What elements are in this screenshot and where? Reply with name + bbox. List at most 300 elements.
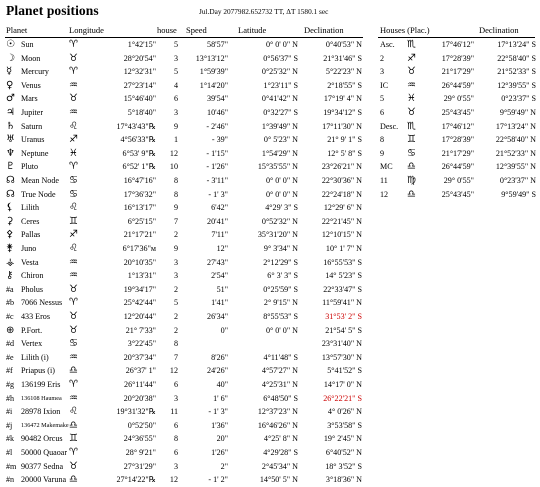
planet-row xyxy=(0,229,540,240)
planet-speed: 13°13'12" xyxy=(195,53,228,63)
planet-longitude: 5°18'40" xyxy=(127,108,156,117)
juno-icon: ⚵ xyxy=(6,243,14,254)
planet-speed: 6'42" xyxy=(211,203,228,213)
house-longitude: 21°17'29" xyxy=(441,148,474,158)
planet-name: Vesta xyxy=(21,257,39,267)
house-declination: 22°58'40" N xyxy=(495,135,536,145)
leo-sign-icon: ♌ xyxy=(69,202,78,214)
planet-latitude: 12°37'23" N xyxy=(257,407,298,417)
planet-speed: 10'46" xyxy=(207,108,228,117)
planet-row xyxy=(0,352,540,363)
vesta-icon: ⚶ xyxy=(6,256,15,268)
house-header-divider xyxy=(378,37,535,38)
planet-speed: 20'41" xyxy=(207,216,228,226)
planet-latitude: 15°35'55" N xyxy=(257,162,298,172)
planet-name: Saturn xyxy=(21,121,43,131)
planet-latitude: 1°39'49" N xyxy=(261,121,298,131)
planet-house: 6 xyxy=(173,380,178,389)
planet-name: 7066 Nessus xyxy=(21,298,63,308)
house-row xyxy=(0,148,540,159)
house-label: 5 xyxy=(380,94,385,104)
aries-sign-icon: ♈ xyxy=(69,39,78,50)
planet-header-divider xyxy=(5,37,363,38)
planet-speed: 1°59'39" xyxy=(199,67,228,77)
planet-speed: 1'26" xyxy=(211,448,228,457)
pisces-sign-icon: ♓ xyxy=(407,93,416,105)
taurus-sign-icon: ♉ xyxy=(69,460,78,472)
cancer-sign-icon: ♋ xyxy=(407,147,416,159)
planet-declination: 26°22'21" S xyxy=(323,393,362,403)
aries-sign-icon: ♈ xyxy=(69,447,78,458)
planet-name: 20000 Varuna xyxy=(21,475,67,485)
planet-name: Mars xyxy=(21,94,38,104)
header-house-declination: Declination xyxy=(479,25,519,35)
planet-declination: 5°22'23" N xyxy=(325,67,362,77)
planet-declination: 21° 9' 1" S xyxy=(327,135,362,145)
planet-longitude: 27°23'14" xyxy=(123,80,156,90)
planet-name: 136472 Makemake xyxy=(21,421,69,429)
cancer-sign-icon: ♋ xyxy=(69,188,78,200)
planet-name: Mercury xyxy=(21,67,49,77)
planet-latitude: 0°32'27" S xyxy=(263,108,298,117)
house-label: IC xyxy=(380,80,389,90)
taurus-sign-icon: ♉ xyxy=(69,52,78,64)
pluto-icon: ♇ xyxy=(6,161,15,173)
sedna-icon: #m xyxy=(6,461,17,471)
planet-row xyxy=(0,474,540,485)
libra-sign-icon: ♎ xyxy=(407,188,416,200)
planet-house: 6 xyxy=(173,420,178,430)
header-planet: Planet xyxy=(6,25,28,35)
mercury-icon: ☿ xyxy=(6,66,13,78)
planet-declination: 3°18'36" N xyxy=(325,475,362,485)
lilith-icon: ⚸ xyxy=(6,202,14,214)
planet-speed: 27'43" xyxy=(207,257,228,267)
venus-icon: ♀ xyxy=(6,79,14,91)
house-declination: 17°13'24" N xyxy=(495,121,536,131)
planet-speed: - 3'11" xyxy=(206,176,228,185)
house-label: 8 xyxy=(380,135,385,145)
sagittarius-sign-icon: ♐ xyxy=(69,134,78,146)
planet-latitude: 16°46'26" N xyxy=(257,420,298,430)
libra-sign-icon: ♎ xyxy=(69,419,78,431)
planet-row xyxy=(0,270,540,281)
planet-row xyxy=(0,365,540,376)
planet-house: 10 xyxy=(169,162,178,172)
makemake-icon: #j xyxy=(6,420,13,430)
planet-speed: - 1' 3" xyxy=(208,189,228,199)
pisces-sign-icon: ♓ xyxy=(69,147,78,159)
libra-sign-icon: ♎ xyxy=(69,365,78,377)
planet-declination: 5°41'52" S xyxy=(327,366,362,376)
cancer-sign-icon: ♋ xyxy=(69,338,78,350)
planet-row xyxy=(0,447,540,458)
planet-latitude: 4°29'28" S xyxy=(263,448,298,457)
planet-speed: 24'26" xyxy=(207,366,228,376)
planet-longitude: 19°31'32"℞ xyxy=(116,407,156,417)
planet-declination: 17°11'30" N xyxy=(322,121,362,131)
planet-name: Uranus xyxy=(21,135,45,145)
planet-longitude: 26°37' 1" xyxy=(125,366,156,376)
house-longitude: 17°46'12" xyxy=(441,40,474,49)
priapus-icon: #f xyxy=(6,366,13,376)
header-houses: Houses (Plac.) xyxy=(380,25,430,35)
planet-house: 7 xyxy=(173,352,178,362)
page-title: Planet positions xyxy=(6,3,99,18)
planet-speed: 7'11" xyxy=(211,230,228,240)
planet-longitude: 25°42'44" xyxy=(123,298,156,308)
planet-longitude: 16°47'16" xyxy=(123,176,156,185)
libra-sign-icon: ♎ xyxy=(407,161,416,173)
planet-declination: 22°21'45" N xyxy=(321,216,362,226)
eris-icon: #g xyxy=(6,380,15,389)
planet-name: Vertex xyxy=(21,339,43,349)
house-longitude: 29° 0'55" xyxy=(443,94,474,104)
house-label: Asc. xyxy=(380,40,395,49)
libra-sign-icon: ♎ xyxy=(69,474,78,486)
house-row xyxy=(0,175,540,186)
planet-longitude: 1°13'31" xyxy=(127,271,156,281)
planet-declination: 0°40'53" N xyxy=(325,40,362,49)
reiho-icon: #i xyxy=(6,407,13,417)
planet-speed: 0" xyxy=(220,325,228,335)
planet-longitude: 19°34'17" xyxy=(123,284,156,294)
house-longitude: 29° 0'55" xyxy=(443,176,474,185)
planet-house: 6 xyxy=(173,94,178,104)
planet-declination: 4° 0'26" N xyxy=(327,407,362,417)
planet-house: 9 xyxy=(173,244,178,253)
planet-longitude: 6°25'15" xyxy=(127,216,156,226)
virgo-sign-icon: ♍ xyxy=(407,175,416,186)
house-label: Desc. xyxy=(380,121,399,131)
planet-speed: - 39" xyxy=(211,135,228,145)
planet-house: 8 xyxy=(173,176,178,185)
leo-sign-icon: ♌ xyxy=(69,120,78,132)
house-declination: 9°59'49" N xyxy=(499,108,536,117)
aquarius-sign-icon: ♒ xyxy=(69,351,78,363)
house-longitude: 17°28'39" xyxy=(441,53,474,63)
gemini-sign-icon: ♊ xyxy=(69,215,78,227)
house-label: 3 xyxy=(380,67,385,77)
planet-declination: 14°17' 0" N xyxy=(323,380,362,389)
haumea-icon: #h xyxy=(6,393,15,403)
planet-name: Lilith (i) xyxy=(21,352,49,362)
planet-longitude: 17°36'32" xyxy=(123,189,156,199)
true-node-icon: ☊ xyxy=(6,188,15,200)
planet-latitude: 0° 0' 0" N xyxy=(265,189,298,199)
house-longitude: 21°17'29" xyxy=(441,67,474,77)
aries-sign-icon: ♈ xyxy=(69,379,78,390)
planet-name: 136108 Haumea xyxy=(21,394,62,402)
planet-declination: 10° 1' 7" N xyxy=(325,244,362,253)
planet-latitude: 0°25'32" N xyxy=(261,67,298,77)
planet-latitude: 1°23'11" S xyxy=(263,80,298,90)
house-longitude: 17°46'12" xyxy=(441,121,474,131)
planet-declination: 22°30'36" N xyxy=(321,176,362,185)
planet-name: 433 Eros xyxy=(21,312,50,321)
planet-longitude: 20°37'34" xyxy=(123,352,156,362)
planet-latitude: 4°57'27" N xyxy=(261,366,298,376)
house-declination: 21°52'33" N xyxy=(495,148,536,158)
vertex-icon: #d xyxy=(6,339,15,349)
planet-house: 3 xyxy=(173,393,178,403)
eros-icon: #c xyxy=(6,312,14,321)
planet-latitude: 0°56'37" S xyxy=(263,53,298,63)
planet-name: Jupiter xyxy=(21,108,44,117)
planet-declination: 3°53'58" S xyxy=(327,420,362,430)
planet-name: 50000 Quaoar xyxy=(21,448,68,457)
house-longitude: 17°28'39" xyxy=(441,135,474,145)
planet-name: 90482 Orcus xyxy=(21,434,63,444)
planet-speed: 20" xyxy=(216,434,228,444)
planet-speed: 1'36" xyxy=(211,420,228,430)
planet-latitude: 4°25'31" N xyxy=(261,380,298,389)
jupiter-icon: ♃ xyxy=(6,107,15,118)
house-label: 2 xyxy=(380,53,385,63)
planet-longitude: 27°14'22"℞ xyxy=(116,475,156,485)
planet-house: 5 xyxy=(173,67,178,77)
planet-latitude: 2°45'34" N xyxy=(261,461,298,471)
header-longitude: Longitude xyxy=(69,25,104,35)
house-row xyxy=(0,107,540,118)
planet-name: 136199 Eris xyxy=(21,380,61,389)
planet-declination: 13°57'30" N xyxy=(321,352,362,362)
aries-sign-icon: ♈ xyxy=(69,297,78,309)
house-longitude: 26°44'59" xyxy=(441,162,474,172)
planet-house: 2 xyxy=(173,312,178,321)
planet-house: 3 xyxy=(173,257,178,267)
planet-house: 3 xyxy=(173,271,178,281)
house-longitude: 25°43'45" xyxy=(441,189,474,199)
house-label: 11 xyxy=(380,176,388,185)
planet-name: Mean Node xyxy=(21,176,59,185)
planet-latitude: 0° 5'23" N xyxy=(263,135,298,145)
quaoar-icon: #l xyxy=(6,448,13,457)
planet-row xyxy=(0,406,540,417)
planet-longitude: 12°20'44" xyxy=(123,312,156,321)
planet-declination: 21°54' 5" S xyxy=(325,325,362,335)
planet-latitude: 4°29' 3" S xyxy=(265,203,298,213)
house-row xyxy=(0,80,540,91)
pholus-icon: #a xyxy=(6,284,14,294)
planet-house: 12 xyxy=(169,366,178,376)
planet-row xyxy=(0,325,540,336)
planet-longitude: 21°17'21" xyxy=(123,230,156,240)
house-declination: 17°13'24" S xyxy=(497,40,536,49)
planet-longitude: 28° 9'21" xyxy=(125,448,156,457)
planet-latitude: 0° 0' 0" N xyxy=(265,176,298,185)
planet-latitude: 0° 0' 0" N xyxy=(265,40,298,49)
ceres-icon: ⚳ xyxy=(6,215,14,227)
fortune-icon: ⊕ xyxy=(6,324,15,336)
taurus-sign-icon: ♉ xyxy=(69,283,78,295)
planet-declination: 6°40'52" N xyxy=(325,448,362,457)
planet-row xyxy=(0,420,540,431)
planet-row xyxy=(0,461,540,472)
aries-sign-icon: ♈ xyxy=(69,66,78,78)
planet-row xyxy=(0,311,540,322)
planet-name: Sun xyxy=(21,40,34,49)
planet-longitude: 21° 7'33" xyxy=(125,325,156,335)
planet-longitude: 6°53' 9"℞ xyxy=(122,148,156,158)
planet-declination: 16°55'53" S xyxy=(323,257,362,267)
planet-house: 9 xyxy=(173,121,178,131)
taurus-sign-icon: ♉ xyxy=(69,311,78,322)
planet-longitude: 1°42'15" xyxy=(127,40,156,49)
header-speed: Speed xyxy=(186,25,207,35)
planet-declination: 23°31'40" N xyxy=(321,339,362,349)
orcus-icon: #k xyxy=(6,434,15,444)
planet-house: 8 xyxy=(173,434,178,444)
planet-longitude: 6°52' 1"℞ xyxy=(122,162,156,172)
planet-declination: 12° 5' 8" S xyxy=(327,148,362,158)
planet-house: 7 xyxy=(173,216,178,226)
planet-speed: 1°14'20" xyxy=(199,80,228,90)
planet-speed: 40" xyxy=(216,380,228,389)
planet-row xyxy=(0,297,540,308)
planet-house: 12 xyxy=(169,475,178,485)
planet-house: 11 xyxy=(170,407,178,417)
lilith-i-icon: #e xyxy=(6,352,14,362)
house-declination: 12°39'55" S xyxy=(497,80,536,90)
planet-declination: 18° 3'52" S xyxy=(325,461,362,471)
planet-name: Priapus (i) xyxy=(21,366,55,376)
house-label: 9 xyxy=(380,148,385,158)
planet-house: 3 xyxy=(173,108,178,117)
header-latitude: Latitude xyxy=(238,25,267,35)
planet-name: Ceres xyxy=(21,216,40,226)
planet-name: Pallas xyxy=(21,230,41,240)
house-longitude: 25°43'45" xyxy=(441,108,474,117)
planet-longitude: 6°17'36"ᴍ xyxy=(122,244,156,253)
planet-declination: 31°53' 2" S xyxy=(325,312,362,321)
planet-latitude: 0° 0' 0" N xyxy=(265,325,298,335)
planet-latitude: 0°52'32" N xyxy=(261,216,298,226)
neptune-icon: ♆ xyxy=(6,147,15,159)
house-declination: 0°23'37" S xyxy=(501,94,536,104)
planet-declination: 22°33'47" S xyxy=(323,284,362,294)
planet-house: 8 xyxy=(173,339,178,349)
uranus-icon: ♅ xyxy=(6,134,15,146)
leo-sign-icon: ♌ xyxy=(69,406,78,418)
planet-latitude: 8°55'53" S xyxy=(263,312,298,321)
planet-longitude: 0°52'50" xyxy=(127,420,156,430)
planet-longitude: 15°46'40" xyxy=(123,94,156,104)
planet-house: 9 xyxy=(173,203,178,213)
planet-latitude: 6°48'50" S xyxy=(263,393,298,403)
planet-house: 2 xyxy=(173,325,178,335)
planet-latitude: 2° 9'15" N xyxy=(263,298,298,308)
planet-latitude: 6° 3' 3" S xyxy=(267,271,298,281)
house-label: 6 xyxy=(380,108,385,117)
planet-speed: 39'54" xyxy=(207,94,228,104)
house-label: 12 xyxy=(380,189,389,199)
planet-declination: 12°29' 6" N xyxy=(323,203,362,213)
planet-name: Lilith xyxy=(21,203,39,213)
planet-speed: 2'54" xyxy=(211,271,228,281)
planet-house: 3 xyxy=(173,461,178,471)
pallas-icon: ⚴ xyxy=(6,229,14,241)
varuna-icon: #n xyxy=(6,475,15,485)
house-declination: 12°39'55" N xyxy=(495,162,536,172)
planet-house: 1 xyxy=(173,135,178,145)
planet-speed: - 1'15" xyxy=(206,148,228,158)
planet-declination: 21°31'46" S xyxy=(323,53,362,63)
scorpio-sign-icon: ♏ xyxy=(407,120,416,132)
planet-row xyxy=(0,243,540,254)
planet-house: 8 xyxy=(173,189,178,199)
planet-speed: 8'26" xyxy=(211,352,228,362)
planet-name: True Node xyxy=(21,189,56,199)
gemini-sign-icon: ♊ xyxy=(407,134,416,146)
aquarius-sign-icon: ♒ xyxy=(69,107,78,118)
planet-declination: 14° 5'23" S xyxy=(325,271,362,281)
planet-name: Venus xyxy=(21,80,41,90)
sun-icon: ☉ xyxy=(6,39,15,50)
taurus-sign-icon: ♉ xyxy=(407,107,416,118)
header-house: house xyxy=(157,25,177,35)
cancer-sign-icon: ♋ xyxy=(69,175,78,186)
planet-house: 12 xyxy=(169,148,178,158)
planet-speed: 12" xyxy=(216,244,228,253)
planet-declination: 19°34'12" S xyxy=(323,108,362,117)
planet-latitude: 2°12'29" S xyxy=(263,257,298,267)
house-longitude: 26°44'59" xyxy=(441,80,474,90)
planet-declination: 11°59'41" N xyxy=(322,298,362,308)
house-row xyxy=(0,134,540,145)
aquarius-sign-icon: ♒ xyxy=(407,79,416,91)
planet-name: P.Fort. xyxy=(21,325,43,335)
planet-speed: - 2'46" xyxy=(206,121,228,131)
planet-declination: 17°19' 4" N xyxy=(323,94,362,104)
planet-declination: 22°24'18" N xyxy=(321,189,362,199)
planet-row xyxy=(0,216,540,227)
mean-node-icon: ☊ xyxy=(6,175,15,186)
taurus-sign-icon: ♉ xyxy=(407,66,416,78)
planet-latitude: 1°54'29" N xyxy=(261,148,298,158)
house-row xyxy=(0,93,540,104)
planet-row xyxy=(0,202,540,213)
taurus-sign-icon: ♉ xyxy=(69,93,78,105)
planet-house: 2 xyxy=(173,230,178,240)
planet-row xyxy=(0,284,540,295)
house-row xyxy=(0,121,540,132)
header-declination: Declination xyxy=(304,25,344,35)
house-label: MC xyxy=(380,162,393,172)
saturn-icon: ♄ xyxy=(6,120,15,132)
taurus-sign-icon: ♉ xyxy=(69,324,78,336)
planet-longitude: 20°10'35" xyxy=(123,257,156,267)
planet-longitude: 20°20'38" xyxy=(123,393,156,403)
aquarius-sign-icon: ♒ xyxy=(69,392,78,404)
gemini-sign-icon: ♊ xyxy=(69,433,78,445)
planet-name: 28978 Ixion xyxy=(21,407,61,417)
sagittarius-sign-icon: ♐ xyxy=(69,229,78,241)
house-row xyxy=(0,66,540,77)
planet-latitude: 0°25'59" S xyxy=(263,284,298,294)
planet-name: Pluto xyxy=(21,162,39,172)
house-row xyxy=(0,53,540,64)
aquarius-sign-icon: ♒ xyxy=(69,256,78,268)
planet-longitude: 16°13'17" xyxy=(123,203,156,213)
planet-declination: 19° 2'45" N xyxy=(323,434,362,444)
planet-longitude: 17°43'43"℞ xyxy=(116,121,156,131)
planet-declination: 2°18'55" S xyxy=(327,80,362,90)
planet-longitude: 28°20'54" xyxy=(123,53,156,63)
planet-row xyxy=(0,393,540,404)
planet-row xyxy=(0,433,540,444)
aquarius-sign-icon: ♒ xyxy=(69,79,78,91)
